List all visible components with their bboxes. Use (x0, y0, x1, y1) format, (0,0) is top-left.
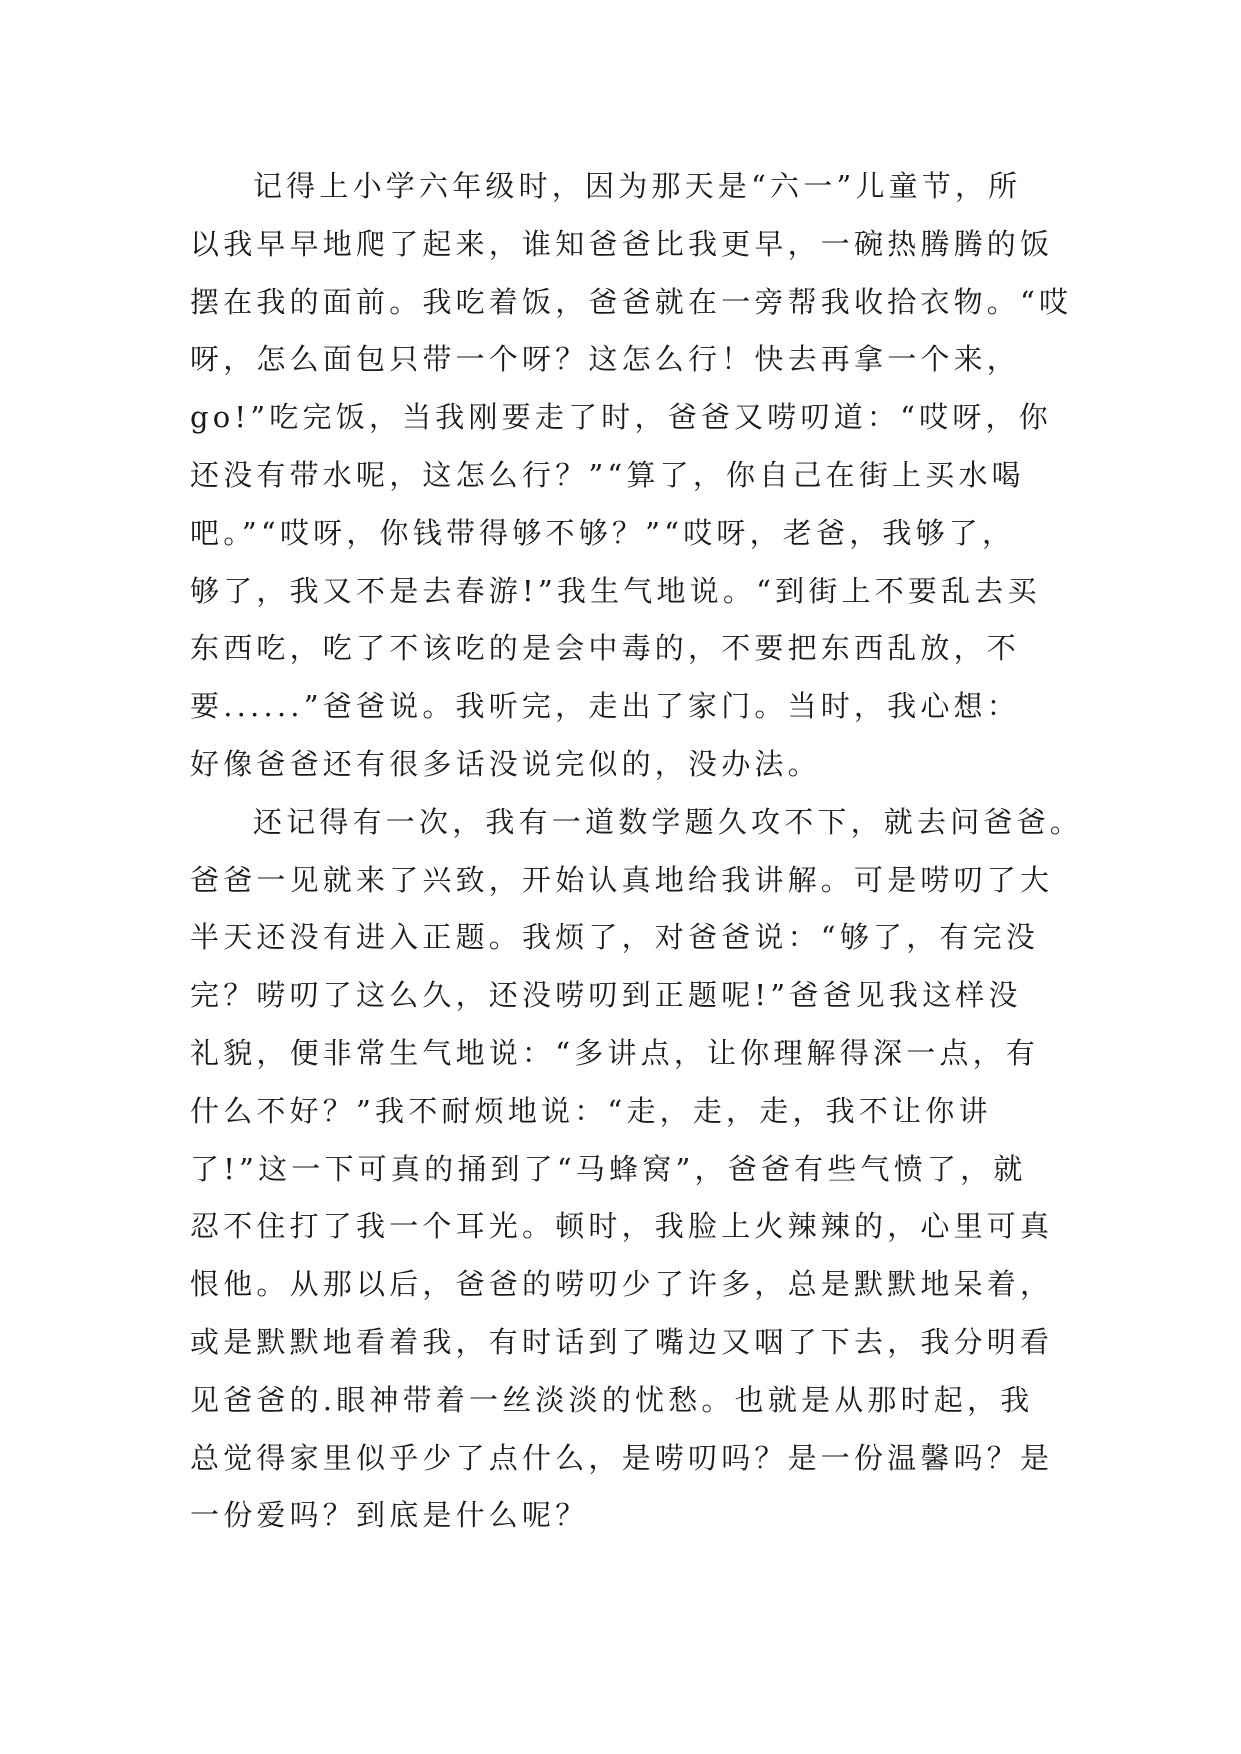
paragraph-line: 呀，怎么面包只带一个呀？这怎么行！快去再拿一个来， (190, 342, 1021, 377)
paragraph-line: 吧。”“哎呀，你钱带得够不够？”“哎呀，老爸，我够了， (190, 515, 1016, 550)
paragraph-line: 记得上小学六年级时，因为那天是“六一”儿童节，所 (253, 169, 1022, 203)
paragraph-line: 爸爸一见就来了兴致，开始认真地给我讲解。可是唠叨了大 (190, 862, 1054, 897)
paragraph-line: 东西吃，吃了不该吃的是会中毒的，不要把东西乱放，不 (190, 631, 1021, 666)
paragraph-line: 摆在我的面前。我吃着饭，爸爸就在一旁帮我收拾衣物。“哎 (190, 284, 1073, 319)
paragraph-line: 要......”爸爸说。我听完，走出了家门。当时，我心想： (190, 689, 1020, 724)
paragraph-line: 还没有带水呢，这怎么行？”“算了，你自己在街上买水喝 (190, 457, 1025, 492)
paragraph-line: 完？唠叨了这么久，还没唠叨到正题呢!”爸爸见我这样没 (190, 978, 1022, 1013)
paragraph-line: 还记得有一次，我有一道数学题久攻不下，就去问爸爸。 (253, 804, 1084, 839)
paragraph-line: go!”吃完饭，当我刚要走了时，爸爸又唠叨道：“哎呀，你 (190, 400, 1052, 435)
paragraph-line: 一份爱吗？到底是什么呢？ (190, 1498, 589, 1533)
paragraph-line: 礼貌，便非常生气地说：“多讲点，让你理解得深一点，有 (190, 1035, 1040, 1070)
paragraph-line: 什么不好？”我不耐烦地说：“走，走，走，我不让你讲 (190, 1093, 992, 1128)
paragraph-line: 了!”这一下可真的捅到了“马蜂窝”，爸爸有些气愤了，就 (190, 1151, 1027, 1186)
paragraph-line: 或是默默地看着我，有时话到了嘴边又咽了下去，我分明看 (190, 1324, 1054, 1359)
paragraph-line: 恨他。从那以后，爸爸的唠叨少了许多，总是默默地呆着， (190, 1267, 1054, 1302)
paragraph-line: 见爸爸的.眼神带着一丝淡淡的忧愁。也就是从那时起，我 (190, 1382, 1034, 1417)
paragraph-2 (190, 794, 1084, 1545)
paragraph-1 (190, 158, 1073, 794)
paragraph-line: 好像爸爸还有很多话没说完似的，没办法。 (190, 746, 821, 781)
document-body (190, 158, 1084, 1545)
paragraph-line: 够了，我又不是去春游!”我生气地说。“到街上不要乱去买 (190, 573, 1041, 608)
paragraph-line: 半天还没有进入正题。我烦了，对爸爸说：“够了，有完没 (190, 920, 1040, 955)
paragraph-line: 总觉得家里似乎少了点什么，是唠叨吗？是一份温馨吗？是 (190, 1440, 1054, 1475)
paragraph-line: 忍不住打了我一个耳光。顿时，我脸上火辣辣的，心里可真 (190, 1209, 1054, 1244)
paragraph-line: 以我早早地爬了起来，谁知爸爸比我更早，一碗热腾腾的饭 (190, 226, 1054, 261)
